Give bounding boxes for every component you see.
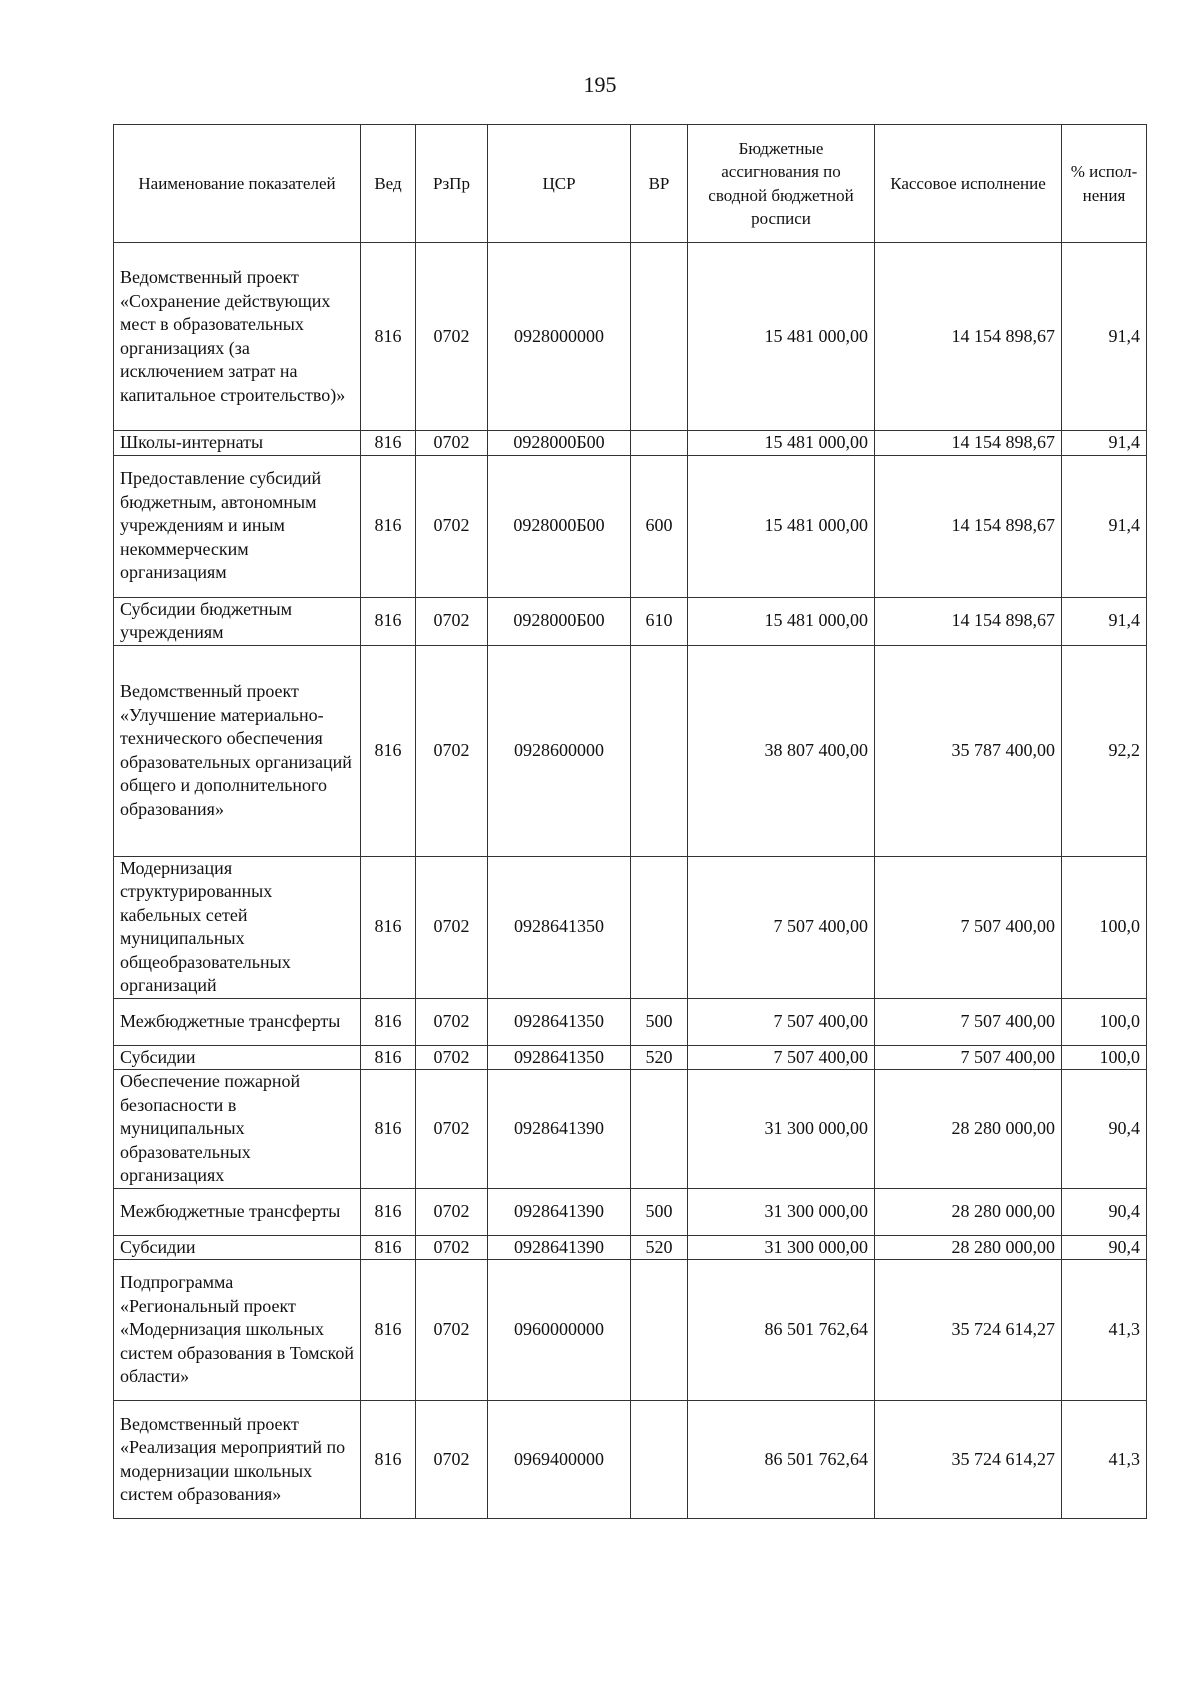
cell-csr: 0928000Б00 bbox=[488, 455, 631, 597]
cell-rzpr: 0702 bbox=[416, 856, 488, 998]
table-row bbox=[114, 455, 1147, 597]
budget-table bbox=[113, 124, 1147, 1519]
cell-budget: 7 507 400,00 bbox=[688, 1045, 875, 1070]
header-csr: ЦСР bbox=[488, 125, 631, 243]
cell-budget: 15 481 000,00 bbox=[688, 243, 875, 431]
cell-rzpr: 0702 bbox=[416, 645, 488, 856]
cell-ved: 816 bbox=[361, 597, 416, 645]
cell-budget: 31 300 000,00 bbox=[688, 1070, 875, 1189]
cell-ved: 816 bbox=[361, 455, 416, 597]
cell-ved: 816 bbox=[361, 1401, 416, 1519]
cell-csr: 0928000000 bbox=[488, 243, 631, 431]
cell-csr: 0928641350 bbox=[488, 1045, 631, 1070]
table-row bbox=[114, 1188, 1147, 1235]
cell-ved: 816 bbox=[361, 645, 416, 856]
cell-budget: 7 507 400,00 bbox=[688, 856, 875, 998]
cell-budget: 31 300 000,00 bbox=[688, 1188, 875, 1235]
cell-vr: 600 bbox=[631, 455, 688, 597]
table-row bbox=[114, 645, 1147, 856]
cell-vr bbox=[631, 1260, 688, 1401]
cell-name: Межбюджетные трансферты bbox=[114, 998, 361, 1045]
table-row bbox=[114, 431, 1147, 456]
cell-executed: 35 724 614,27 bbox=[875, 1260, 1062, 1401]
cell-rzpr: 0702 bbox=[416, 1045, 488, 1070]
cell-budget: 86 501 762,64 bbox=[688, 1401, 875, 1519]
cell-budget: 86 501 762,64 bbox=[688, 1260, 875, 1401]
table-row bbox=[114, 998, 1147, 1045]
cell-percent: 100,0 bbox=[1062, 856, 1147, 998]
cell-executed: 28 280 000,00 bbox=[875, 1188, 1062, 1235]
cell-csr: 0928641350 bbox=[488, 856, 631, 998]
cell-executed: 14 154 898,67 bbox=[875, 243, 1062, 431]
cell-percent: 41,3 bbox=[1062, 1401, 1147, 1519]
cell-rzpr: 0702 bbox=[416, 597, 488, 645]
cell-executed: 14 154 898,67 bbox=[875, 431, 1062, 456]
header-vr: ВР bbox=[631, 125, 688, 243]
cell-vr: 520 bbox=[631, 1045, 688, 1070]
page-number: 195 bbox=[583, 72, 617, 97]
cell-executed: 35 787 400,00 bbox=[875, 645, 1062, 856]
cell-budget: 15 481 000,00 bbox=[688, 431, 875, 456]
cell-percent: 91,4 bbox=[1062, 597, 1147, 645]
cell-csr: 0928000Б00 bbox=[488, 431, 631, 456]
table-row bbox=[114, 1235, 1147, 1260]
header-budget: Бюджетные ассигнования по сводной бюджетной росписи bbox=[688, 125, 875, 243]
cell-rzpr: 0702 bbox=[416, 1401, 488, 1519]
cell-ved: 816 bbox=[361, 431, 416, 456]
cell-percent: 91,4 bbox=[1062, 243, 1147, 431]
cell-name: Модернизация структурированных кабельных сетей муниципальных общеобразовательных организаций bbox=[114, 856, 361, 998]
table-row bbox=[114, 243, 1147, 431]
cell-name: Обеспечение пожарной безопасности в муниципальных образовательных организациях bbox=[114, 1070, 361, 1189]
cell-csr: 0928600000 bbox=[488, 645, 631, 856]
cell-vr: 500 bbox=[631, 1188, 688, 1235]
cell-percent: 91,4 bbox=[1062, 431, 1147, 456]
cell-vr: 610 bbox=[631, 597, 688, 645]
table-row bbox=[114, 1260, 1147, 1401]
cell-rzpr: 0702 bbox=[416, 431, 488, 456]
cell-csr: 0928641350 bbox=[488, 998, 631, 1045]
cell-budget: 38 807 400,00 bbox=[688, 645, 875, 856]
cell-vr bbox=[631, 645, 688, 856]
cell-ved: 816 bbox=[361, 1188, 416, 1235]
cell-ved: 816 bbox=[361, 856, 416, 998]
table-row bbox=[114, 1045, 1147, 1070]
table-row bbox=[114, 1070, 1147, 1189]
cell-rzpr: 0702 bbox=[416, 243, 488, 431]
cell-executed: 7 507 400,00 bbox=[875, 1045, 1062, 1070]
cell-executed: 35 724 614,27 bbox=[875, 1401, 1062, 1519]
cell-budget: 15 481 000,00 bbox=[688, 455, 875, 597]
cell-executed: 28 280 000,00 bbox=[875, 1070, 1062, 1189]
cell-percent: 41,3 bbox=[1062, 1260, 1147, 1401]
cell-rzpr: 0702 bbox=[416, 1188, 488, 1235]
cell-percent: 90,4 bbox=[1062, 1070, 1147, 1189]
cell-ved: 816 bbox=[361, 998, 416, 1045]
cell-rzpr: 0702 bbox=[416, 998, 488, 1045]
cell-name: Ведомственный проект «Улучшение материально-технического обеспечения образовательных организаций общего и дополнительного образования» bbox=[114, 645, 361, 856]
cell-executed: 28 280 000,00 bbox=[875, 1235, 1062, 1260]
header-percent: % испол-нения bbox=[1062, 125, 1147, 243]
cell-vr: 500 bbox=[631, 998, 688, 1045]
cell-name: Субсидии бюджетным учреждениям bbox=[114, 597, 361, 645]
cell-vr bbox=[631, 1401, 688, 1519]
cell-name: Подпрограмма «Региональный проект «Модернизация школьных систем образования в Томской области» bbox=[114, 1260, 361, 1401]
cell-rzpr: 0702 bbox=[416, 1070, 488, 1189]
cell-name: Субсидии bbox=[114, 1045, 361, 1070]
cell-percent: 100,0 bbox=[1062, 1045, 1147, 1070]
cell-percent: 92,2 bbox=[1062, 645, 1147, 856]
cell-name: Межбюджетные трансферты bbox=[114, 1188, 361, 1235]
table-header-row bbox=[114, 125, 1147, 243]
cell-percent: 90,4 bbox=[1062, 1235, 1147, 1260]
cell-rzpr: 0702 bbox=[416, 1260, 488, 1401]
cell-csr: 0960000000 bbox=[488, 1260, 631, 1401]
cell-percent: 90,4 bbox=[1062, 1188, 1147, 1235]
header-rzpr: РзПр bbox=[416, 125, 488, 243]
table-row bbox=[114, 1401, 1147, 1519]
cell-ved: 816 bbox=[361, 243, 416, 431]
table-row bbox=[114, 856, 1147, 998]
cell-csr: 0928000Б00 bbox=[488, 597, 631, 645]
header-ved: Вед bbox=[361, 125, 416, 243]
cell-name: Ведомственный проект «Сохранение действующих мест в образовательных организациях (за исключением затрат на капитальное строительство)» bbox=[114, 243, 361, 431]
cell-csr: 0928641390 bbox=[488, 1188, 631, 1235]
cell-csr: 0928641390 bbox=[488, 1235, 631, 1260]
cell-vr bbox=[631, 243, 688, 431]
cell-ved: 816 bbox=[361, 1045, 416, 1070]
cell-executed: 14 154 898,67 bbox=[875, 597, 1062, 645]
cell-ved: 816 bbox=[361, 1260, 416, 1401]
cell-executed: 14 154 898,67 bbox=[875, 455, 1062, 597]
cell-name: Предоставление субсидий бюджетным, автономным учреждениям и иным некоммерческим организациям bbox=[114, 455, 361, 597]
cell-csr: 0928641390 bbox=[488, 1070, 631, 1189]
cell-budget: 7 507 400,00 bbox=[688, 998, 875, 1045]
cell-vr: 520 bbox=[631, 1235, 688, 1260]
cell-percent: 91,4 bbox=[1062, 455, 1147, 597]
cell-percent: 100,0 bbox=[1062, 998, 1147, 1045]
cell-ved: 816 bbox=[361, 1235, 416, 1260]
cell-ved: 816 bbox=[361, 1070, 416, 1189]
cell-budget: 31 300 000,00 bbox=[688, 1235, 875, 1260]
cell-vr bbox=[631, 856, 688, 998]
table-row bbox=[114, 597, 1147, 645]
cell-vr bbox=[631, 1070, 688, 1189]
cell-executed: 7 507 400,00 bbox=[875, 998, 1062, 1045]
cell-csr: 0969400000 bbox=[488, 1401, 631, 1519]
cell-rzpr: 0702 bbox=[416, 455, 488, 597]
header-name: Наименование показателей bbox=[114, 125, 361, 243]
cell-budget: 15 481 000,00 bbox=[688, 597, 875, 645]
cell-name: Субсидии bbox=[114, 1235, 361, 1260]
cell-executed: 7 507 400,00 bbox=[875, 856, 1062, 998]
header-executed: Кассовое исполнение bbox=[875, 125, 1062, 243]
cell-rzpr: 0702 bbox=[416, 1235, 488, 1260]
cell-name: Ведомственный проект «Реализация мероприятий по модернизации школьных систем образования» bbox=[114, 1401, 361, 1519]
cell-name: Школы-интернаты bbox=[114, 431, 361, 456]
cell-vr bbox=[631, 431, 688, 456]
